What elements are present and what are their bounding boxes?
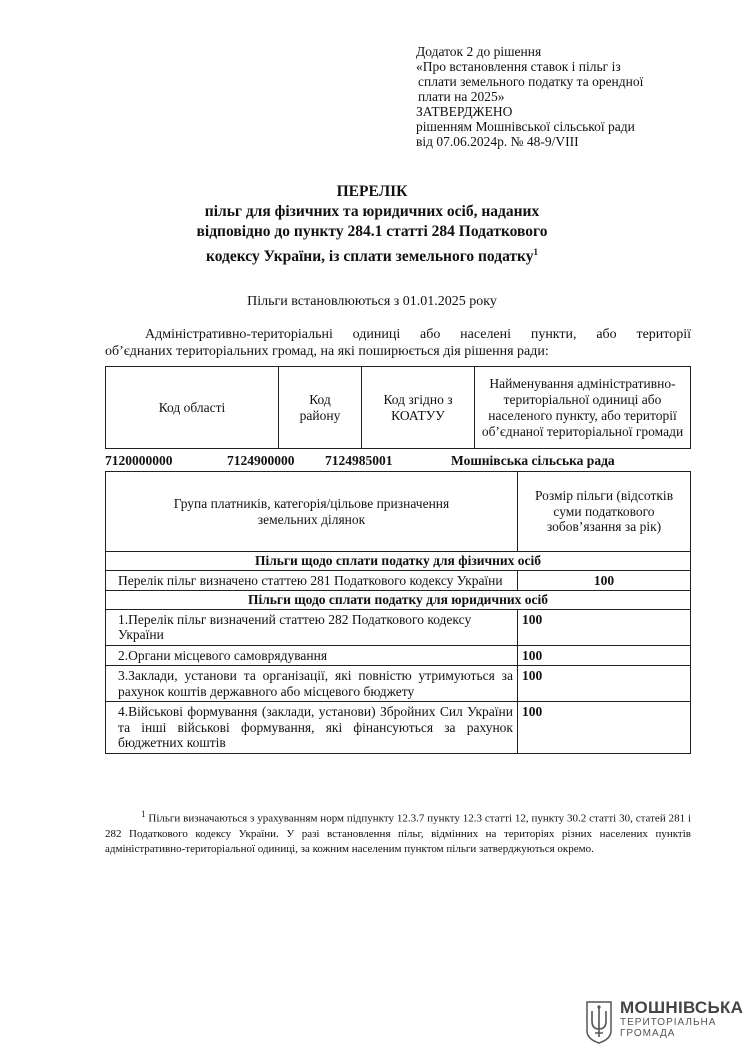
section-row (106, 552, 691, 571)
effective-date: Пільги встановлюються з 01.01.2025 року (247, 294, 497, 309)
header-koatuu-text: Код згідно з КОАТУУ (383, 391, 453, 423)
header-payer-group-text: Група платників, категорія/цільове призначення земельних ділянок (173, 496, 450, 527)
header-district-text: Код району (299, 391, 341, 423)
territory-table (105, 366, 691, 449)
appendix-line: «Про встановлення ставок і пільг із (416, 59, 621, 74)
header-benefit-size-text: Розмір пільги (відсотків суми податкового зобов’язання за рік) (534, 488, 674, 535)
territory-paragraph (105, 326, 691, 360)
document-title (0, 182, 744, 267)
header-koatuu-code (362, 367, 475, 449)
header-district-code (279, 367, 362, 449)
benefits-header-row (106, 472, 691, 552)
logo-subtitle: ТЕРИТОРІАЛЬНА (620, 1017, 717, 1028)
title-line (0, 242, 744, 267)
appendix-line: Додаток 2 до рішення (416, 44, 542, 59)
header-benefit-size (518, 472, 691, 552)
appendix-line: ЗАТВЕРДЖЕНО (416, 104, 513, 119)
header-payer-group (106, 472, 518, 552)
logo-text (620, 999, 743, 1039)
table-row (106, 570, 691, 591)
appendix-line: плати на 2025» (418, 89, 505, 104)
district-code-value: 7124900000 (227, 453, 295, 468)
benefit-value: 100 (518, 666, 691, 702)
benefit-text: Перелік пільг визначено статтею 281 Податкового кодексу України (106, 570, 518, 591)
table-row (106, 645, 691, 666)
header-territory-name: Найменування адміністративно-територіальної одиниці або населеного пункту, або території об’єднаної територіальної громади (475, 367, 691, 449)
appendix-line: від 07.06.2024р. № 48-9/VIII (416, 134, 579, 149)
paragraph-line: Адміністративно-територіальні одиниці або населені пункти, або території (145, 327, 691, 342)
table-row (106, 702, 691, 754)
footnote (105, 807, 691, 857)
footnote-mark: 1 (141, 809, 146, 819)
title-line: відповідно до пункту 284.1 статті 284 Податкового (196, 223, 548, 240)
appendix-block (416, 44, 643, 149)
table-row (106, 666, 691, 702)
benefit-value: 100 (518, 570, 691, 591)
footnote-text: Пільги визначаються з урахуванням норм підпункту 12.3.7 пункту 12.3 статті 12, пункту 30.2 статті 30, статей 281 і 282 Податкового кодексу України. У разі встановлення пільг, відмінних на територіях різних населених пунктів адміністративно-територіальної одиниці, за кожним населеним пунктом пільги затверджуються окремо. (105, 812, 691, 855)
benefit-text: 1.Перелік пільг визначений статтею 282 Податкового кодексу України (106, 609, 518, 645)
logo-subtitle: ГРОМАДА (620, 1028, 676, 1039)
title-heading: ПЕРЕЛІК (336, 183, 408, 200)
trident-icon (584, 999, 614, 1045)
benefits-table (105, 471, 691, 754)
community-logo (584, 998, 744, 1050)
section-row (106, 591, 691, 610)
benefit-value: 100 (518, 609, 691, 645)
benefit-text: 2.Органи місцевого самоврядування (106, 645, 518, 666)
table-row (106, 609, 691, 645)
section-legal-title: Пільги щодо сплати податку для юридичних осіб (106, 591, 691, 610)
header-region-code: Код області (106, 367, 279, 449)
benefit-text: 3.Заклади, установи та організації, які повністю утримуються за рахунок коштів державного або місцевого бюджету (106, 666, 518, 702)
title-line: пільг для фізичних та юридичних осіб, наданих (204, 203, 540, 220)
appendix-line: сплати земельного податку та орендної (418, 74, 644, 89)
section-individuals-title: Пільги щодо сплати податку для фізичних осіб (106, 552, 691, 571)
benefit-text: 4.Військові формування (заклади, установи) Збройних Сил України та інші військові формування, які фінансуються за рахунок бюджетних коштів (106, 702, 518, 754)
benefit-value: 100 (518, 645, 691, 666)
paragraph-line: об’єднаних територіальних громад, на які поширюється дія рішення ради: (105, 344, 549, 359)
title-line-text: кодексу України, із сплати земельного податку (206, 248, 534, 266)
territory-name-value: Мошнівська сільська рада (451, 453, 615, 468)
territory-header-row (106, 367, 691, 449)
footnote-text-block (105, 807, 691, 857)
region-code-value: 7120000000 (105, 453, 173, 468)
appendix-line: рішенням Мошнівської сільської ради (416, 119, 635, 134)
logo-name: МОШНІВСЬКА (620, 998, 744, 1017)
footnote-ref[interactable]: 1 (533, 247, 538, 257)
koatuu-code-value: 7124985001 (325, 453, 393, 468)
benefit-value: 100 (518, 702, 691, 754)
